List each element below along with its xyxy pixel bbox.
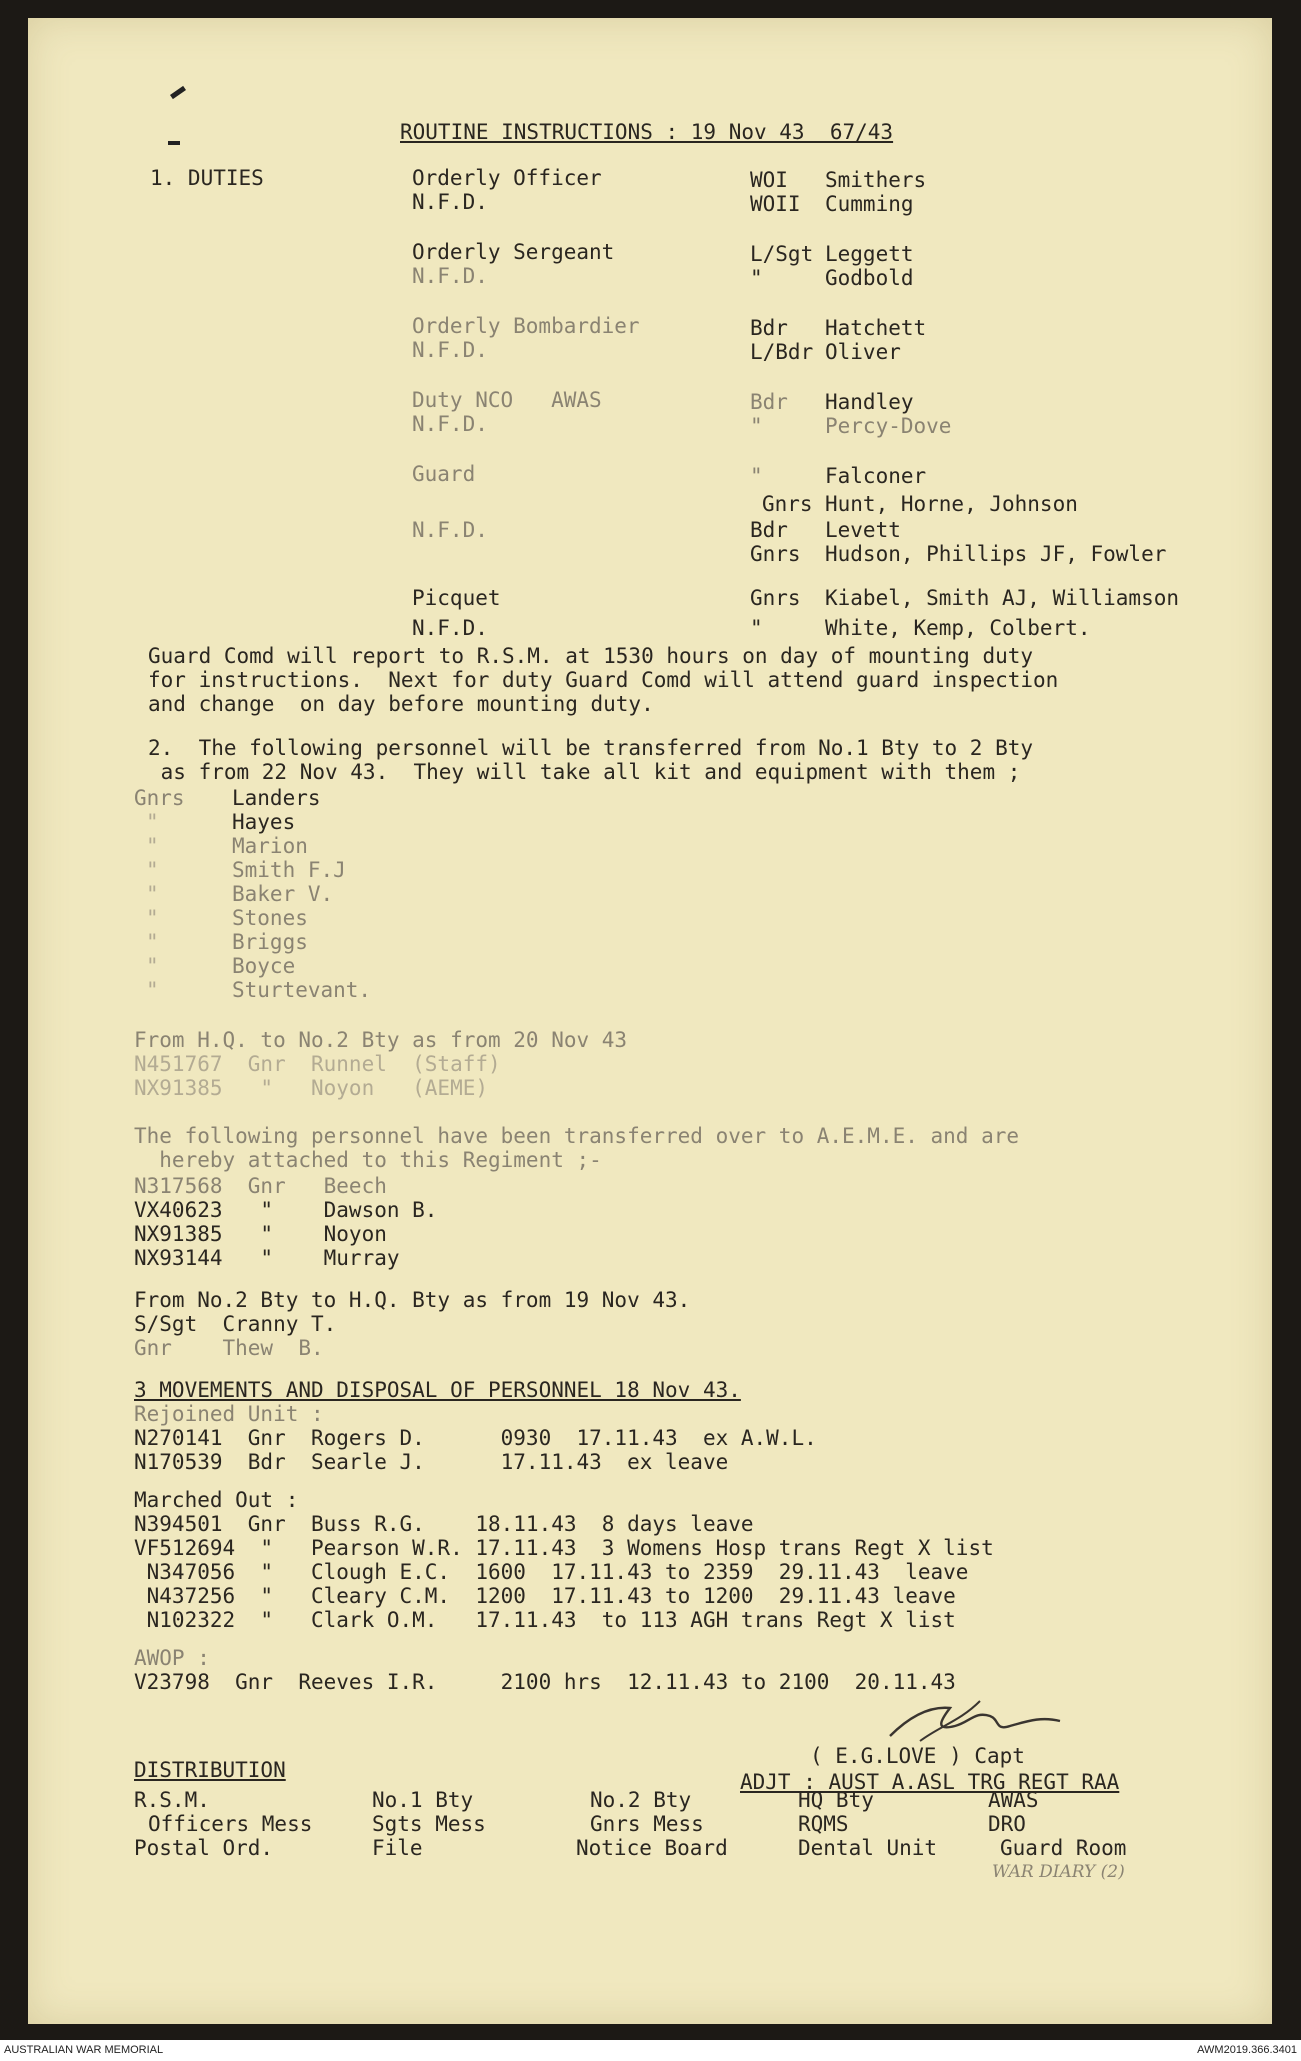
hq-transfer-line: NX91385 " Noyon (AEME) bbox=[134, 1076, 489, 1100]
duty-name: Oliver bbox=[825, 340, 901, 364]
transfer-name: Boyce bbox=[232, 954, 296, 978]
duty-name: Hunt, Horne, Johnson bbox=[825, 492, 1078, 516]
duty-name: Falconer bbox=[825, 464, 927, 488]
duty-name: Hudson, Phillips JF, Fowler bbox=[825, 542, 1167, 566]
duty-role: N.F.D. bbox=[412, 518, 488, 542]
guard-note-line: for instructions. Next for duty Guard Comd will attend guard inspection bbox=[148, 668, 1059, 692]
awop-line: V23798 Gnr Reeves I.R. 2100 hrs 12.11.43 to 2100 20.11.43 bbox=[134, 1670, 956, 1694]
duty-role: Orderly Bombardier bbox=[412, 314, 640, 338]
awop-label: AWOP : bbox=[134, 1646, 210, 1670]
distribution-item: Notice Board bbox=[576, 1836, 728, 1860]
distribution-item: File bbox=[372, 1836, 423, 1860]
duty-role: N.F.D. bbox=[412, 338, 488, 362]
transfer-name: Landers bbox=[232, 786, 321, 810]
handwritten-note: WAR DIARY (2) bbox=[992, 1862, 1125, 1882]
duty-role: Duty NCO AWAS bbox=[412, 388, 602, 412]
duty-role: N.F.D. bbox=[412, 264, 488, 288]
aeme-line: NX91385 " Noyon bbox=[134, 1222, 387, 1246]
duty-rank: WOI bbox=[750, 168, 788, 192]
distribution-item: DRO bbox=[988, 1812, 1026, 1836]
aeme-heading: hereby attached to this Regiment ;- bbox=[134, 1148, 602, 1172]
duty-rank: Bdr bbox=[750, 518, 788, 542]
hq-transfer-heading: From H.Q. to No.2 Bty as from 20 Nov 43 bbox=[134, 1028, 628, 1052]
duty-name: Godbold bbox=[825, 266, 914, 290]
footer-id: AWM2019.366.3401 bbox=[1197, 2044, 1297, 2056]
transfer-rank: " bbox=[146, 810, 159, 834]
duty-rank: " bbox=[750, 414, 763, 438]
transfer-intro-line: 2. The following personnel will be transferred from No.1 Bty to 2 Bty bbox=[148, 736, 1034, 760]
distribution-item: Gnrs Mess bbox=[590, 1812, 704, 1836]
marched-line: VF512694 " Pearson W.R. 17.11.43 3 Womens Hosp trans Regt X list bbox=[134, 1536, 994, 1560]
marched-line: N437256 " Cleary C.M. 1200 17.11.43 to 1200 29.11.43 leave bbox=[134, 1584, 956, 1608]
duty-role: Guard bbox=[412, 462, 476, 486]
transfer-name: Marion bbox=[232, 834, 308, 858]
duty-name: Cumming bbox=[825, 192, 914, 216]
duty-rank: " bbox=[750, 464, 763, 488]
bty-transfer-line: Gnr Thew B. bbox=[134, 1336, 324, 1360]
duty-name: Smithers bbox=[825, 168, 927, 192]
distribution-item: Dental Unit bbox=[798, 1836, 938, 1860]
distribution-heading: DISTRIBUTION bbox=[134, 1758, 286, 1782]
archive-footer bbox=[0, 2040, 1301, 2061]
duty-role: N.F.D. bbox=[412, 412, 488, 436]
duty-role: Picquet bbox=[412, 586, 501, 610]
duty-rank: L/Sgt bbox=[750, 242, 814, 266]
duty-name: Hatchett bbox=[825, 316, 927, 340]
duty-name: Handley bbox=[825, 390, 914, 414]
document-title: ROUTINE INSTRUCTIONS : 19 Nov 43 67/43 bbox=[400, 120, 894, 144]
aeme-line: NX93144 " Murray bbox=[134, 1246, 400, 1270]
aeme-line: VX40623 " Dawson B. bbox=[134, 1198, 438, 1222]
pencil-mark bbox=[168, 141, 180, 145]
transfer-name: Stones bbox=[232, 906, 308, 930]
marched-line: N347056 " Clough E.C. 1600 17.11.43 to 2359 29.11.43 leave bbox=[134, 1560, 969, 1584]
signature-title: ADJT : AUST A.ASL TRG REGT RAA bbox=[740, 1770, 1120, 1794]
section-1-heading: 1. DUTIES bbox=[150, 166, 264, 190]
transfer-intro-line: as from 22 Nov 43. They will take all kit and equipment with them ; bbox=[148, 760, 1021, 784]
document-page bbox=[28, 18, 1272, 2024]
pencil-mark bbox=[170, 86, 186, 99]
distribution-item: Sgts Mess bbox=[372, 1812, 486, 1836]
duty-role: Orderly Officer bbox=[412, 166, 602, 190]
transfer-name: Briggs bbox=[232, 930, 308, 954]
duty-rank: WOII bbox=[750, 192, 801, 216]
duty-name: Percy-Dove bbox=[825, 414, 952, 438]
bty-transfer-heading: From No.2 Bty to H.Q. Bty as from 19 Nov 43. bbox=[134, 1288, 691, 1312]
signature-name: ( E.G.LOVE ) Capt bbox=[810, 1744, 1025, 1768]
duty-role: N.F.D. bbox=[412, 190, 488, 214]
movements-heading: 3 MOVEMENTS AND DISPOSAL OF PERSONNEL 18 Nov 43. bbox=[134, 1378, 741, 1402]
aeme-line: N317568 Gnr Beech bbox=[134, 1174, 387, 1198]
duty-name: White, Kemp, Colbert. bbox=[825, 616, 1091, 640]
duty-role: Orderly Sergeant bbox=[412, 240, 615, 264]
duty-rank: L/Bdr bbox=[750, 340, 814, 364]
duty-rank: Gnrs bbox=[750, 586, 801, 610]
transfer-rank: " bbox=[146, 978, 159, 1002]
rejoined-line: N170539 Bdr Searle J. 17.11.43 ex leave bbox=[134, 1450, 729, 1474]
distribution-item: No.1 Bty bbox=[372, 1788, 474, 1812]
duty-rank: Bdr bbox=[750, 316, 788, 340]
transfer-rank: " bbox=[146, 906, 159, 930]
transfer-name: Sturtevant. bbox=[232, 978, 372, 1002]
footer-source: AUSTRALIAN WAR MEMORIAL bbox=[4, 2044, 164, 2056]
distribution-item: R.S.M. bbox=[134, 1788, 210, 1812]
duty-rank: Gnrs bbox=[762, 492, 813, 516]
transfer-rank: " bbox=[146, 834, 159, 858]
duty-name: Levett bbox=[825, 518, 901, 542]
rejoined-label: Rejoined Unit : bbox=[134, 1402, 324, 1426]
duty-rank: Bdr bbox=[750, 390, 788, 414]
bty-transfer-line: S/Sgt Cranny T. bbox=[134, 1312, 337, 1336]
guard-note-line: Guard Comd will report to R.S.M. at 1530 hours on day of mounting duty bbox=[148, 644, 1034, 668]
distribution-item: RQMS bbox=[798, 1812, 849, 1836]
distribution-item: HQ Bty bbox=[798, 1788, 874, 1812]
distribution-item: Postal Ord. bbox=[134, 1836, 274, 1860]
guard-note-line: and change on day before mounting duty. bbox=[148, 692, 654, 716]
transfer-rank: " bbox=[146, 858, 159, 882]
duty-role: N.F.D. bbox=[412, 616, 488, 640]
aeme-heading: The following personnel have been transferred over to A.E.M.E. and are bbox=[134, 1124, 1020, 1148]
marched-line: N394501 Gnr Buss R.G. 18.11.43 8 days leave bbox=[134, 1512, 754, 1536]
marched-label: Marched Out : bbox=[134, 1488, 299, 1512]
transfer-rank: " bbox=[146, 930, 159, 954]
distribution-item: Guard Room bbox=[1000, 1836, 1127, 1860]
transfer-name: Hayes bbox=[232, 810, 296, 834]
hq-transfer-line: N451767 Gnr Runnel (Staff) bbox=[134, 1052, 501, 1076]
duty-name: Leggett bbox=[825, 242, 914, 266]
duty-rank: Gnrs bbox=[750, 542, 801, 566]
transfer-rank: Gnrs bbox=[134, 786, 185, 810]
distribution-item: Officers Mess bbox=[148, 1812, 313, 1836]
rejoined-line: N270141 Gnr Rogers D. 0930 17.11.43 ex A.W.L. bbox=[134, 1426, 817, 1450]
distribution-item: AWAS bbox=[988, 1788, 1039, 1812]
duty-rank: " bbox=[750, 616, 763, 640]
transfer-rank: " bbox=[146, 882, 159, 906]
transfer-name: Smith F.J bbox=[232, 858, 346, 882]
transfer-rank: " bbox=[146, 954, 159, 978]
duty-name: Kiabel, Smith AJ, Williamson bbox=[825, 586, 1180, 610]
marched-line: N102322 " Clark O.M. 17.11.43 to 113 AGH trans Regt X list bbox=[134, 1608, 956, 1632]
transfer-name: Baker V. bbox=[232, 882, 334, 906]
duty-rank: " bbox=[750, 266, 763, 290]
distribution-item: No.2 Bty bbox=[590, 1788, 692, 1812]
